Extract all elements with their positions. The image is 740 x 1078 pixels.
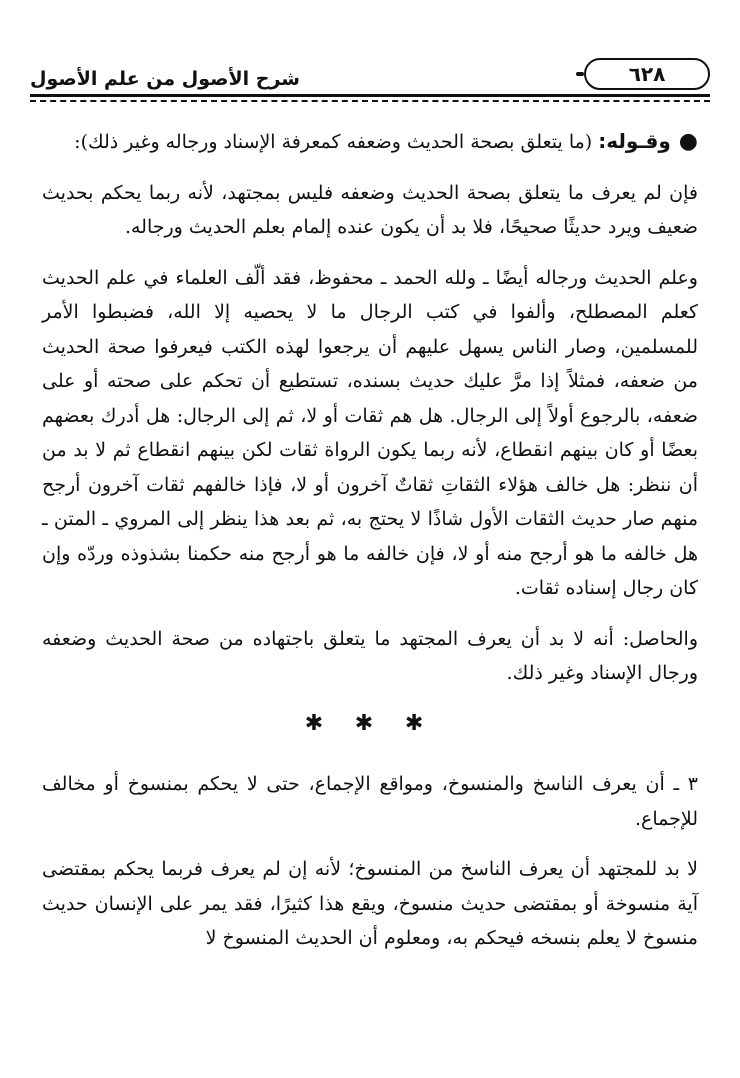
paragraph: فإن لم يعرف ما يتعلق بصحة الحديث وضعفه فليس بمجتهد، لأنه ربما يحكم بحديث ضعيف ويرد حديثًا صحيحًا، فلا بد أن يكون عنده إلمام بعلم الحديث ورجاله.: [42, 181, 698, 238]
paragraph-lead: وقـوله:: [598, 129, 671, 153]
paragraph: ٣ ـ أن يعرف الناسخ والمنسوخ، ومواقع الإجماع، حتى لا يحكم بمنسوخ أو مخالف للإجماع.: [42, 773, 698, 830]
section-separator: ✱ ✱ ✱: [304, 710, 436, 736]
header-rule-dashed: [30, 100, 710, 102]
paragraph: لا بد للمجتهد أن يعرف الناسخ من المنسوخ؛ لأنه إن لم يعرف فربما يحكم بمقتضى آية منسوخة أو بمقتضى حديث منسوخ، ويقع هذا كثيرًا، فقد يمر على الإنسان حديث منسوخ لا يعلم بنسخه فيحكم به، ومعلوم أن الحديث المنسوخ لا: [42, 858, 698, 949]
bullet-icon: ●: [678, 129, 698, 154]
page-number: ٦٢٨: [628, 62, 666, 86]
header-rule: [30, 94, 710, 97]
page-number-badge: [584, 58, 710, 90]
paragraph-text: (ما يتعلق بصحة الحديث وضعفه كمعرفة الإسناد ورجاله وغير ذلك):: [74, 131, 599, 153]
paragraph: وعلم الحديث ورجاله أيضًا ـ ولله الحمد ـ محفوظ، فقد ألّف العلماء في علم الحديث كعلم المصطلح، وألفوا في كتب الرجال ما لا يحصيه إلا الله، فضبطوا الأمر للمسلمين، وصار الناس يسهل عليهم أن يرجعوا لهذه الكتب فيعرفوا صحة الحديث من ضعفه، فمثلاً إذا مرَّ عليك حديث بسنده، تستطيع أن تحكم على صحته أو على ضعفه، بالرجوع أولاً إلى الرجال. هل هم ثقات أو لا، ثم إلى الرجال: هل أدرك بعضهم بعضًا أو كان بينهم انقطاع، لأنه ربما يكون الرواة ثقات لكن بينهم انقطاع ثم لا بد من أن ننظر: هل خالف هؤلاء الثقاتِ ثقاتٌ آخرون أو لا، فإذا خالفهم ثقات آخرون أرجح منهم صار حديث الثقات الأول شاذًا لا يحتج به، ثم بعد هذا ينظر إلى المروي ـ المتن ـ هل خالفه ما هو أرجح منه أو لا، فإن خالفه ما هو أرجح منه حكمنا بشذوذه وردّه وإن كان رجال إسناده ثقات.: [42, 266, 698, 599]
page-header: [30, 50, 710, 102]
running-title: شرح الأصول من علم الأصول: [30, 68, 300, 90]
paragraph-quote: [42, 124, 698, 160]
page-body: [42, 124, 698, 972]
paragraph: والحاصل: أنه لا بد أن يعرف المجتهد ما يتعلق باجتهاده من صحة الحديث وضعفه ورجال الإسناد وغير ذلك.: [42, 627, 698, 684]
